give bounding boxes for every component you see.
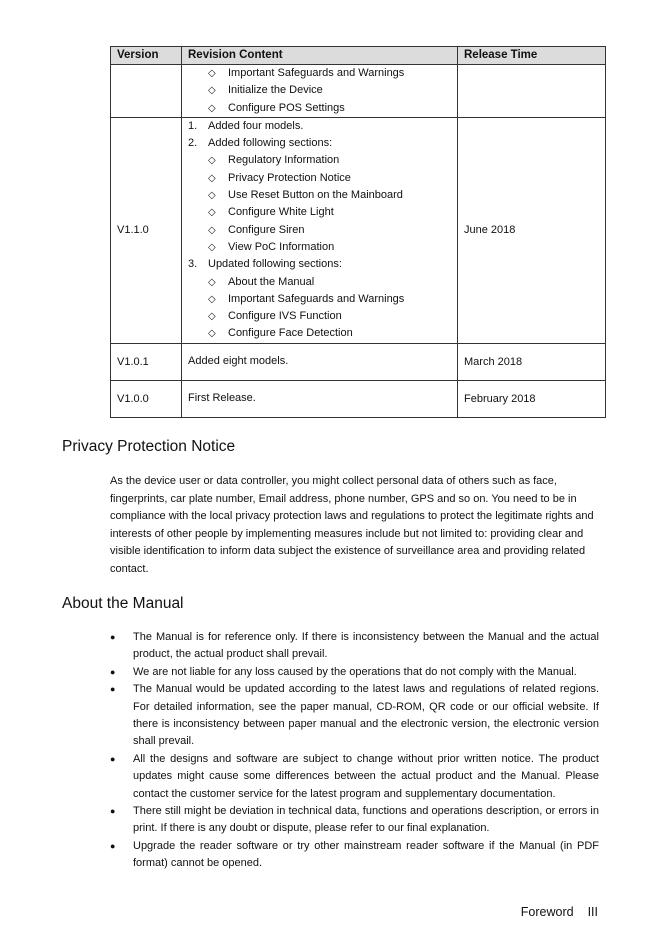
bullet-text: There still might be deviation in technical data, functions and operations description, or errors in print. If there is any doubt or dispute, please refer to our final explanation.	[133, 805, 599, 835]
revision-item	[188, 308, 451, 325]
diamond-bullet-icon: ◇	[208, 85, 216, 97]
item-text: Configure IVS Function	[228, 310, 342, 323]
bullet-dot-icon: ●	[110, 806, 116, 817]
manual-bullet-item	[110, 751, 599, 803]
table-row	[111, 343, 606, 380]
diamond-bullet-icon: ◇	[208, 224, 216, 236]
item-number: 1.	[188, 119, 198, 132]
table-row	[111, 380, 606, 417]
diamond-bullet-icon: ◇	[208, 276, 216, 288]
revision-content-cell	[182, 65, 458, 118]
item-text: Updated following sections:	[208, 258, 342, 271]
release-time-cell: June 2018	[458, 117, 606, 343]
diamond-bullet-icon: ◇	[208, 207, 216, 219]
release-time-cell	[458, 65, 606, 118]
table-row	[111, 65, 606, 118]
manual-bullet-item	[110, 838, 599, 873]
item-text: Regulatory Information	[228, 154, 340, 167]
item-number: 2.	[188, 137, 198, 150]
manual-bullet-item	[110, 629, 599, 664]
revision-item	[188, 65, 451, 82]
item-number: 3.	[188, 258, 198, 271]
bullet-dot-icon: ●	[110, 840, 116, 851]
revision-content-cell	[182, 117, 458, 343]
version-cell: V1.1.0	[111, 117, 182, 343]
revision-item	[188, 204, 451, 221]
bullet-dot-icon: ●	[110, 753, 116, 764]
item-text: Important Safeguards and Warnings	[228, 67, 405, 79]
version-cell: V1.0.0	[111, 380, 182, 417]
revision-item	[188, 325, 451, 342]
bullet-dot-icon: ●	[110, 666, 116, 677]
item-text: First Release.	[188, 392, 256, 405]
item-text: Important Safeguards and Warnings	[228, 292, 405, 305]
header-release-time: Release Time	[458, 47, 606, 65]
diamond-bullet-icon: ◇	[208, 172, 216, 184]
item-text: Configure Siren	[228, 223, 305, 236]
diamond-bullet-icon: ◇	[208, 68, 216, 79]
diamond-bullet-icon: ◇	[208, 311, 216, 323]
bullet-dot-icon: ●	[110, 632, 116, 642]
diamond-bullet-icon: ◇	[208, 102, 216, 114]
item-text: Configure Face Detection	[228, 327, 353, 340]
header-version: Version	[111, 47, 182, 65]
version-cell	[111, 65, 182, 118]
item-text: Configure White Light	[228, 206, 334, 219]
revision-item	[188, 100, 451, 117]
release-time-cell: February 2018	[458, 380, 606, 417]
revision-item	[188, 82, 451, 99]
item-text: View PoC Information	[228, 240, 335, 253]
revision-item	[188, 239, 451, 256]
manual-bullet-item	[110, 803, 599, 838]
revision-item	[188, 353, 451, 370]
bullet-text: Upgrade the reader software or try other mainstream reader software if the Manual (in PDF format) cannot be opened.	[133, 839, 599, 870]
revision-item	[188, 135, 451, 152]
item-text: Added four models.	[208, 119, 304, 132]
item-text: Added following sections:	[208, 137, 333, 150]
manual-bullet-list	[110, 629, 599, 873]
bullet-dot-icon: ●	[110, 684, 116, 695]
revision-item	[188, 187, 451, 204]
privacy-heading: Privacy Protection Notice	[62, 438, 236, 455]
revision-content-cell	[182, 380, 458, 417]
bullet-text: We are not liable for any loss caused by the operations that do not comply with the Manual.	[133, 665, 577, 678]
diamond-bullet-icon: ◇	[208, 190, 216, 202]
item-text: Privacy Protection Notice	[228, 171, 351, 184]
revision-history-table	[110, 46, 606, 418]
diamond-bullet-icon: ◇	[208, 328, 216, 340]
item-text: Added eight models.	[188, 355, 289, 368]
revision-item	[188, 256, 451, 273]
revision-item	[188, 152, 451, 169]
revision-content-cell	[182, 343, 458, 380]
manual-bullet-item	[110, 664, 599, 681]
revision-item	[188, 390, 451, 407]
header-revision-content: Revision Content	[182, 47, 458, 65]
item-text: Configure POS Settings	[228, 101, 345, 114]
privacy-paragraph: As the device user or data controller, you might collect personal data of others such as face, fingerprints, car plate number, Email address, phone number, GPS and so on. You need to be in compliance with the local privacy protection laws and regulations to protect the legitimate rights and interests of other people by implementing measures include but not limited to: providing clear and visible identification to inform data subject the existence of surveillance area and providing related contact.	[110, 475, 594, 575]
page-footer	[521, 905, 598, 919]
diamond-bullet-icon: ◇	[208, 241, 216, 253]
manual-bullet-item	[110, 681, 599, 751]
bullet-text: All the designs and software are subject to change without prior written notice. The product updates might cause some differences between the actual product and the Manual. Please contact the customer service for the latest program and supplementary documentation.	[133, 752, 599, 800]
bullet-text: The Manual would be updated according to the latest laws and regulations of related regions. For detailed information, see the paper manual, CD-ROM, QR code or our official website. If there is inconsistency between paper manual and the electronic version, the electronic version shall prevail.	[133, 683, 599, 748]
table-header-row	[111, 47, 606, 65]
item-text: Use Reset Button on the Mainboard	[228, 189, 403, 202]
manual-heading: About the Manual	[62, 595, 184, 612]
table-body	[111, 65, 606, 418]
footer-page-number: III	[587, 905, 598, 919]
version-cell: V1.0.1	[111, 343, 182, 380]
item-text: About the Manual	[228, 275, 315, 288]
table-row	[111, 117, 606, 343]
revision-item	[188, 274, 451, 291]
bullet-text: The Manual is for reference only. If there is inconsistency between the Manual and the actual product, the actual product shall prevail.	[133, 631, 599, 661]
revision-item	[188, 118, 451, 135]
diamond-bullet-icon: ◇	[208, 293, 216, 305]
item-text: Initialize the Device	[228, 84, 323, 97]
revision-item	[188, 170, 451, 187]
footer-section: Foreword	[520, 905, 574, 919]
revision-item	[188, 291, 451, 308]
diamond-bullet-icon: ◇	[208, 155, 216, 167]
revision-item	[188, 222, 451, 239]
release-time-cell: March 2018	[458, 343, 606, 380]
